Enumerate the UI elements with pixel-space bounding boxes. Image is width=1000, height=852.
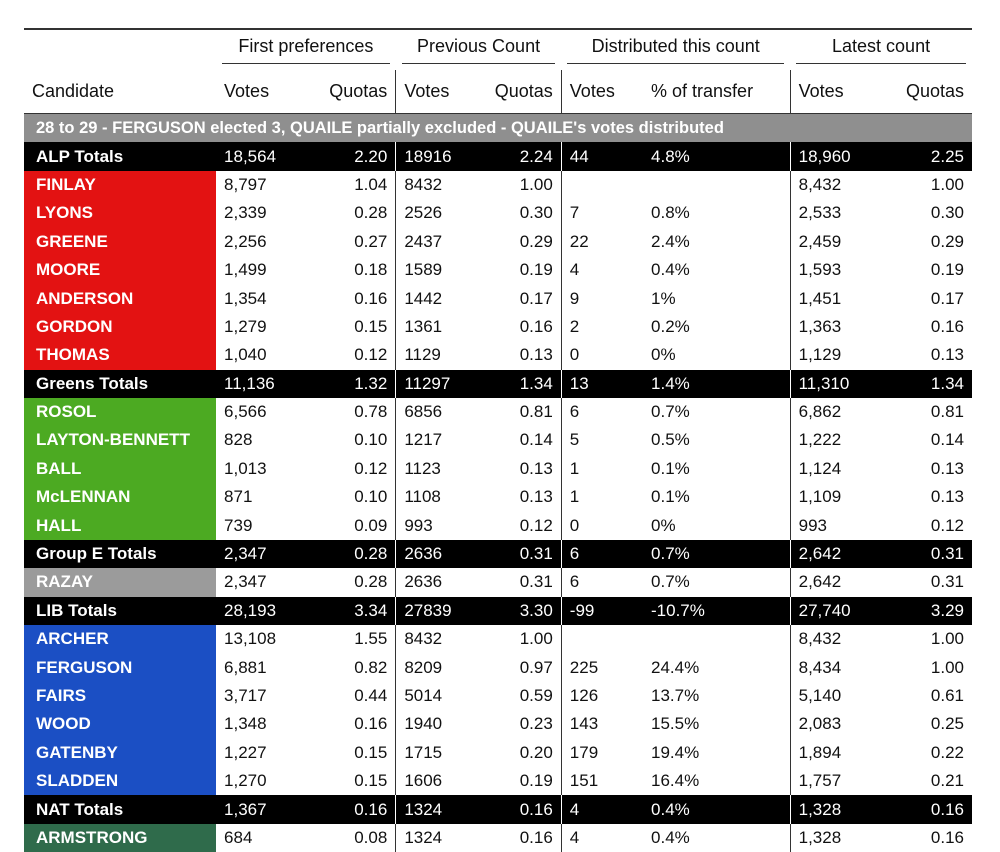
candidate-row — [24, 824, 972, 852]
latest-quotas: 0.22 — [884, 739, 972, 767]
prev-count-quotas: 0.16 — [478, 824, 562, 852]
candidate-name: ARMSTRONG — [24, 824, 216, 852]
latest-votes: 1,328 — [790, 795, 884, 823]
distributed-votes: 151 — [561, 767, 643, 795]
prev-count-quotas: 0.13 — [478, 483, 562, 511]
first-pref-quotas: 0.16 — [312, 795, 396, 823]
candidate-row — [24, 341, 972, 369]
first-pref-votes: 2,347 — [216, 540, 312, 568]
candidate-name: ARCHER — [24, 625, 216, 653]
candidate-name: GORDON — [24, 313, 216, 341]
latest-votes: 27,740 — [790, 597, 884, 625]
prev-count-votes: 11297 — [396, 370, 478, 398]
prev-count-quotas: 1.00 — [478, 625, 562, 653]
first-pref-votes: 28,193 — [216, 597, 312, 625]
prev-count-votes: 5014 — [396, 682, 478, 710]
first-pref-quotas: 0.08 — [312, 824, 396, 852]
candidate-name: LYONS — [24, 199, 216, 227]
candidate-name: FAIRS — [24, 682, 216, 710]
first-pref-quotas: 0.12 — [312, 341, 396, 369]
distributed-votes: 2 — [561, 313, 643, 341]
party-total-row — [24, 795, 972, 823]
latest-votes: 2,642 — [790, 568, 884, 596]
latest-votes: 1,124 — [790, 455, 884, 483]
prev-count-votes: 1589 — [396, 256, 478, 284]
prev-count-votes: 2636 — [396, 540, 478, 568]
percent-of-transfer: 0.8% — [643, 199, 790, 227]
col-header-quotas: Quotas — [312, 70, 396, 114]
col-header-quotas: Quotas — [884, 70, 972, 114]
latest-votes: 11,310 — [790, 370, 884, 398]
prev-count-votes: 18916 — [396, 142, 478, 170]
distributed-votes: 4 — [561, 256, 643, 284]
latest-votes: 1,328 — [790, 824, 884, 852]
first-pref-votes: 2,339 — [216, 199, 312, 227]
latest-quotas: 1.00 — [884, 625, 972, 653]
candidate-row — [24, 625, 972, 653]
prev-count-votes: 1361 — [396, 313, 478, 341]
distributed-votes: 1 — [561, 455, 643, 483]
latest-quotas: 1.00 — [884, 171, 972, 199]
first-pref-votes: 1,348 — [216, 710, 312, 738]
percent-of-transfer: 24.4% — [643, 653, 790, 681]
first-pref-votes: 11,136 — [216, 370, 312, 398]
candidate-row — [24, 199, 972, 227]
first-pref-quotas: 0.28 — [312, 568, 396, 596]
count-banner: 28 to 29 - FERGUSON elected 3, QUAILE partially excluded - QUAILE's votes distributed — [24, 114, 972, 143]
prev-count-quotas: 0.31 — [478, 568, 562, 596]
prev-count-quotas: 0.19 — [478, 767, 562, 795]
latest-quotas: 0.13 — [884, 341, 972, 369]
latest-quotas: 0.12 — [884, 511, 972, 539]
candidate-name: Group E Totals — [24, 540, 216, 568]
latest-quotas: 0.31 — [884, 540, 972, 568]
latest-votes: 6,862 — [790, 398, 884, 426]
prev-count-votes: 1108 — [396, 483, 478, 511]
party-total-row — [24, 370, 972, 398]
first-pref-quotas: 0.15 — [312, 767, 396, 795]
percent-of-transfer: 19.4% — [643, 739, 790, 767]
latest-votes: 1,109 — [790, 483, 884, 511]
first-pref-quotas: 1.55 — [312, 625, 396, 653]
latest-quotas: 1.34 — [884, 370, 972, 398]
distributed-votes: -99 — [561, 597, 643, 625]
distributed-votes: 6 — [561, 398, 643, 426]
latest-quotas: 0.13 — [884, 455, 972, 483]
first-pref-votes: 6,566 — [216, 398, 312, 426]
count-banner-row — [24, 114, 972, 143]
distributed-votes: 7 — [561, 199, 643, 227]
prev-count-votes: 2437 — [396, 228, 478, 256]
candidate-row — [24, 284, 972, 312]
prev-count-quotas: 0.31 — [478, 540, 562, 568]
candidate-row — [24, 767, 972, 795]
group-header-row — [24, 30, 972, 70]
latest-votes: 1,451 — [790, 284, 884, 312]
prev-count-votes: 6856 — [396, 398, 478, 426]
first-pref-quotas: 0.18 — [312, 256, 396, 284]
prev-count-quotas: 2.24 — [478, 142, 562, 170]
prev-count-votes: 8432 — [396, 171, 478, 199]
percent-of-transfer: 0.5% — [643, 426, 790, 454]
first-pref-votes: 684 — [216, 824, 312, 852]
candidate-row — [24, 228, 972, 256]
prev-count-votes: 1940 — [396, 710, 478, 738]
latest-quotas: 0.30 — [884, 199, 972, 227]
latest-votes: 2,533 — [790, 199, 884, 227]
percent-of-transfer — [643, 625, 790, 653]
latest-quotas: 0.31 — [884, 568, 972, 596]
candidate-row — [24, 426, 972, 454]
latest-quotas: 0.19 — [884, 256, 972, 284]
candidate-row — [24, 398, 972, 426]
candidate-row — [24, 455, 972, 483]
first-pref-votes: 2,347 — [216, 568, 312, 596]
distributed-votes — [561, 625, 643, 653]
prev-count-quotas: 0.19 — [478, 256, 562, 284]
percent-of-transfer: 0% — [643, 511, 790, 539]
latest-votes: 2,083 — [790, 710, 884, 738]
latest-votes: 993 — [790, 511, 884, 539]
first-pref-votes: 2,256 — [216, 228, 312, 256]
percent-of-transfer: 0.7% — [643, 540, 790, 568]
candidate-name: McLENNAN — [24, 483, 216, 511]
results-table — [24, 30, 972, 852]
percent-of-transfer: 0.7% — [643, 568, 790, 596]
col-header-quotas: Quotas — [478, 70, 562, 114]
latest-votes: 2,642 — [790, 540, 884, 568]
percent-of-transfer: 0% — [643, 341, 790, 369]
party-total-row — [24, 142, 972, 170]
party-total-row — [24, 597, 972, 625]
prev-count-votes: 2526 — [396, 199, 478, 227]
first-pref-quotas: 0.16 — [312, 710, 396, 738]
col-header-votes: Votes — [561, 70, 643, 114]
distributed-votes: 5 — [561, 426, 643, 454]
candidate-name: GREENE — [24, 228, 216, 256]
prev-count-votes: 1324 — [396, 824, 478, 852]
first-pref-votes: 1,227 — [216, 739, 312, 767]
percent-of-transfer: 0.4% — [643, 256, 790, 284]
candidate-row — [24, 313, 972, 341]
latest-quotas: 0.25 — [884, 710, 972, 738]
latest-quotas: 0.17 — [884, 284, 972, 312]
distributed-votes: 22 — [561, 228, 643, 256]
first-pref-quotas: 0.15 — [312, 313, 396, 341]
prev-count-quotas: 0.20 — [478, 739, 562, 767]
first-pref-votes: 1,270 — [216, 767, 312, 795]
distributed-votes: 143 — [561, 710, 643, 738]
distributed-votes: 9 — [561, 284, 643, 312]
first-pref-quotas: 0.10 — [312, 426, 396, 454]
percent-of-transfer: 0.4% — [643, 795, 790, 823]
distributed-votes: 4 — [561, 795, 643, 823]
latest-quotas: 3.29 — [884, 597, 972, 625]
latest-votes: 1,222 — [790, 426, 884, 454]
percent-of-transfer: -10.7% — [643, 597, 790, 625]
percent-of-transfer: 0.4% — [643, 824, 790, 852]
prev-count-votes: 8432 — [396, 625, 478, 653]
latest-quotas: 0.61 — [884, 682, 972, 710]
prev-count-votes: 1123 — [396, 455, 478, 483]
first-pref-quotas: 0.28 — [312, 540, 396, 568]
first-pref-votes: 1,367 — [216, 795, 312, 823]
distributed-votes: 44 — [561, 142, 643, 170]
percent-of-transfer: 0.1% — [643, 483, 790, 511]
col-header-percent-of-transfer: % of transfer — [643, 70, 790, 114]
candidate-name: GATENBY — [24, 739, 216, 767]
latest-quotas: 0.81 — [884, 398, 972, 426]
first-pref-votes: 6,881 — [216, 653, 312, 681]
candidate-row — [24, 710, 972, 738]
prev-count-votes: 1217 — [396, 426, 478, 454]
latest-votes: 1,363 — [790, 313, 884, 341]
percent-of-transfer: 0.1% — [643, 455, 790, 483]
percent-of-transfer: 0.7% — [643, 398, 790, 426]
candidate-row — [24, 568, 972, 596]
candidate-name: LAYTON-BENNETT — [24, 426, 216, 454]
prev-count-quotas: 0.16 — [478, 795, 562, 823]
prev-count-quotas: 0.30 — [478, 199, 562, 227]
first-pref-quotas: 0.78 — [312, 398, 396, 426]
distributed-votes: 0 — [561, 341, 643, 369]
candidate-name: THOMAS — [24, 341, 216, 369]
distributed-votes: 1 — [561, 483, 643, 511]
candidate-name: RAZAY — [24, 568, 216, 596]
prev-count-quotas: 0.14 — [478, 426, 562, 454]
first-pref-quotas: 0.28 — [312, 199, 396, 227]
latest-votes: 8,434 — [790, 653, 884, 681]
prev-count-quotas: 0.29 — [478, 228, 562, 256]
group-header-latest-count: Latest count — [796, 36, 966, 64]
percent-of-transfer — [643, 171, 790, 199]
candidate-name: SLADDEN — [24, 767, 216, 795]
col-header-votes: Votes — [790, 70, 884, 114]
distributed-votes: 225 — [561, 653, 643, 681]
candidate-name: BALL — [24, 455, 216, 483]
latest-votes: 1,129 — [790, 341, 884, 369]
latest-quotas: 0.14 — [884, 426, 972, 454]
prev-count-votes: 27839 — [396, 597, 478, 625]
candidate-name: HALL — [24, 511, 216, 539]
prev-count-votes: 993 — [396, 511, 478, 539]
first-pref-votes: 1,499 — [216, 256, 312, 284]
group-header-first-preferences: First preferences — [222, 36, 390, 64]
candidate-name: ALP Totals — [24, 142, 216, 170]
distributed-votes — [561, 171, 643, 199]
percent-of-transfer: 13.7% — [643, 682, 790, 710]
first-pref-quotas: 3.34 — [312, 597, 396, 625]
prev-count-votes: 2636 — [396, 568, 478, 596]
candidate-name: LIB Totals — [24, 597, 216, 625]
latest-quotas: 2.25 — [884, 142, 972, 170]
first-pref-votes: 18,564 — [216, 142, 312, 170]
first-pref-quotas: 0.27 — [312, 228, 396, 256]
latest-votes: 8,432 — [790, 171, 884, 199]
candidate-row — [24, 171, 972, 199]
first-pref-votes: 871 — [216, 483, 312, 511]
latest-votes: 5,140 — [790, 682, 884, 710]
candidate-name: MOORE — [24, 256, 216, 284]
latest-votes: 8,432 — [790, 625, 884, 653]
first-pref-votes: 739 — [216, 511, 312, 539]
first-pref-quotas: 1.04 — [312, 171, 396, 199]
distributed-votes: 6 — [561, 540, 643, 568]
prev-count-quotas: 0.13 — [478, 341, 562, 369]
candidate-name: ANDERSON — [24, 284, 216, 312]
first-pref-quotas: 0.16 — [312, 284, 396, 312]
first-pref-quotas: 0.12 — [312, 455, 396, 483]
latest-votes: 1,593 — [790, 256, 884, 284]
percent-of-transfer: 1% — [643, 284, 790, 312]
column-header-row — [24, 70, 972, 114]
candidate-row — [24, 483, 972, 511]
distributed-votes: 179 — [561, 739, 643, 767]
first-pref-quotas: 1.32 — [312, 370, 396, 398]
first-pref-votes: 13,108 — [216, 625, 312, 653]
percent-of-transfer: 2.4% — [643, 228, 790, 256]
distributed-votes: 6 — [561, 568, 643, 596]
first-pref-quotas: 0.10 — [312, 483, 396, 511]
percent-of-transfer: 16.4% — [643, 767, 790, 795]
percent-of-transfer: 4.8% — [643, 142, 790, 170]
prev-count-quotas: 0.16 — [478, 313, 562, 341]
first-pref-quotas: 0.09 — [312, 511, 396, 539]
distributed-votes: 4 — [561, 824, 643, 852]
prev-count-quotas: 1.34 — [478, 370, 562, 398]
first-pref-votes: 8,797 — [216, 171, 312, 199]
candidate-name: WOOD — [24, 710, 216, 738]
col-header-votes: Votes — [216, 70, 312, 114]
candidate-row — [24, 256, 972, 284]
prev-count-quotas: 1.00 — [478, 171, 562, 199]
latest-votes: 1,894 — [790, 739, 884, 767]
latest-votes: 18,960 — [790, 142, 884, 170]
latest-quotas: 1.00 — [884, 653, 972, 681]
first-pref-quotas: 0.44 — [312, 682, 396, 710]
first-pref-quotas: 0.15 — [312, 739, 396, 767]
group-header-distributed-this-count: Distributed this count — [567, 36, 784, 64]
prev-count-quotas: 0.23 — [478, 710, 562, 738]
latest-quotas: 0.16 — [884, 313, 972, 341]
first-pref-votes: 1,040 — [216, 341, 312, 369]
latest-quotas: 0.16 — [884, 824, 972, 852]
percent-of-transfer: 1.4% — [643, 370, 790, 398]
candidate-name: ROSOL — [24, 398, 216, 426]
prev-count-quotas: 0.81 — [478, 398, 562, 426]
first-pref-quotas: 0.82 — [312, 653, 396, 681]
prev-count-votes: 1442 — [396, 284, 478, 312]
results-body — [24, 114, 972, 852]
candidate-name: FERGUSON — [24, 653, 216, 681]
results-table-container — [24, 28, 972, 852]
latest-quotas: 0.13 — [884, 483, 972, 511]
first-pref-votes: 1,013 — [216, 455, 312, 483]
prev-count-votes: 1129 — [396, 341, 478, 369]
latest-quotas: 0.21 — [884, 767, 972, 795]
prev-count-quotas: 0.59 — [478, 682, 562, 710]
percent-of-transfer: 15.5% — [643, 710, 790, 738]
first-pref-votes: 1,354 — [216, 284, 312, 312]
first-pref-votes: 828 — [216, 426, 312, 454]
candidate-name: FINLAY — [24, 171, 216, 199]
prev-count-quotas: 0.97 — [478, 653, 562, 681]
candidate-row — [24, 653, 972, 681]
latest-votes: 1,757 — [790, 767, 884, 795]
candidate-name: Greens Totals — [24, 370, 216, 398]
candidate-row — [24, 739, 972, 767]
prev-count-quotas: 0.13 — [478, 455, 562, 483]
first-pref-votes: 3,717 — [216, 682, 312, 710]
latest-votes: 2,459 — [790, 228, 884, 256]
prev-count-votes: 1715 — [396, 739, 478, 767]
prev-count-votes: 1606 — [396, 767, 478, 795]
prev-count-votes: 1324 — [396, 795, 478, 823]
latest-quotas: 0.29 — [884, 228, 972, 256]
percent-of-transfer: 0.2% — [643, 313, 790, 341]
col-header-votes: Votes — [396, 70, 478, 114]
distributed-votes: 13 — [561, 370, 643, 398]
party-total-row — [24, 540, 972, 568]
group-header-previous-count: Previous Count — [402, 36, 555, 64]
candidate-row — [24, 682, 972, 710]
prev-count-quotas: 0.12 — [478, 511, 562, 539]
candidate-row — [24, 511, 972, 539]
latest-quotas: 0.16 — [884, 795, 972, 823]
prev-count-quotas: 3.30 — [478, 597, 562, 625]
first-pref-votes: 1,279 — [216, 313, 312, 341]
first-pref-quotas: 2.20 — [312, 142, 396, 170]
prev-count-quotas: 0.17 — [478, 284, 562, 312]
candidate-name: NAT Totals — [24, 795, 216, 823]
prev-count-votes: 8209 — [396, 653, 478, 681]
col-header-candidate: Candidate — [24, 70, 216, 114]
distributed-votes: 126 — [561, 682, 643, 710]
distributed-votes: 0 — [561, 511, 643, 539]
